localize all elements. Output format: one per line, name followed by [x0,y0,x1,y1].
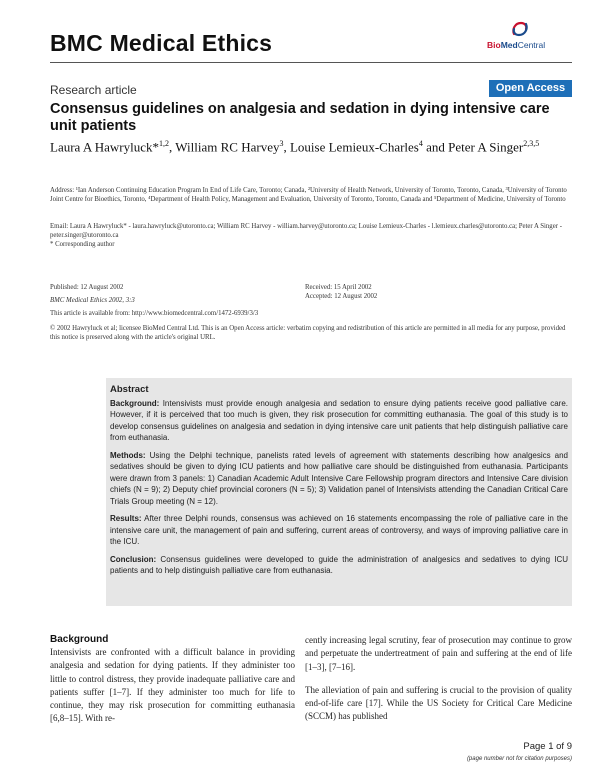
abstract-heading: Abstract [110,384,149,395]
author-name[interactable]: , Louise Lemieux-Charles [283,139,419,155]
abstract-background: Background: Intensivists must provide enough analgesia and sedation to ensure dying patients receive good palliative care. However, if it is perceived that too much is given, they risk prosecution for committing euthanasia. The goal of this study is to develop consensus guidelines on analgesia and sedation in dying intensive care unit patients that help distinguish palliative care from euthanasia. [110,398,568,442]
page-number: Page 1 of 9 [523,741,572,752]
open-access-badge: Open Access [489,80,572,97]
article-url[interactable]: This article is available from: http://www.biomedcentral.com/1472-6939/3/3 [50,310,259,317]
header-divider [50,62,572,63]
abstract-results: Results: After three Delphi rounds, consensus was achieved on 16 statements encompassing the role of palliative care in the intensive care unit, the management of pain and suffering, current areas of controversy, and ways of improving palliative care in the ICU. [110,514,568,546]
abstract-conclusion: Conclusion: Consensus guidelines were developed to guide the administration of analgesics and sedatives to dying ICU patients and to help distinguish palliative care from euthanasia. [110,554,568,575]
biomed-swirl-icon [510,20,530,38]
corresponding-author-note: * Corresponding author [50,241,115,248]
logo-wordmark: BioMedCentral [487,40,546,50]
abstract-box [106,378,572,606]
body-column-right [305,634,572,734]
author-emails[interactable]: Email: Laura A Hawryluck* - laura.hawryluck@utoronto.ca; William RC Harvey - william.harvey@utoronto.ca; Louise Lemieux-Charles - l.lemieux.charles@utoronto.ca; Peter A Singer - peter.singer@utoronto.ca [50,223,562,239]
page-number-note: (page number not for citation purposes) [466,756,572,762]
author-list: Laura A Hawryluck*$^{1,2}$, William RC Harvey$^3$, Louise Lemieux-Charles$^4$ and Peter A Singer$^{2,3,5}$ [50,139,540,155]
author-name[interactable]: , William RC Harvey [169,139,280,155]
biomed-central-logo [487,20,557,54]
article-type: Research article [50,83,137,97]
body-paragraph: The alleviation of pain and suffering is crucial to the provision of quality end-of-life care [17]. While the US Society for Critical Care Medicine (SCCM) has published [305,684,572,722]
abstract-methods: Methods: Using the Delphi technique, panelists rated levels of agreement with statements describing how analgesics and sedatives should be given to dying ICU patients and how palliative care should be distinguished from euthanasia. Participants were drawn from 3 panels: 1) Canadian Academic Adult Intensive Care Fellowship program directors and Intensive Care division chiefs (N = 9); 2) Deputy chief provincial coroners (N = 5); 3) Validation panel of Intensivists attending the Canadian Critical Care Trials Group meeting (N = 12). [110,450,568,506]
citation: BMC Medical Ethics 2002, 3:3 [50,297,135,304]
body-column-left: Intensivists are confronted with a difficult balance in providing analgesia and sedation for dying patients. If they administer too little to control distress, they provide inadequate palliative care and patients suffer [1–7]. If they administer too much for life to continue, they may risk prosecution for committing euthanasia [6,8–15]. With re- [50,647,295,724]
author-name[interactable]: and Peter A Singer [422,139,524,155]
received-date: Received: 15 April 2002 [305,284,372,291]
article-title: Consensus guidelines on analgesia and sedation in dying intensive care unit patients [50,101,550,134]
copyright-notice: © 2002 Hawryluck et al; licensee BioMed Central Ltd. This is an Open Access article: verbatim copying and redistribution of this article are permitted in all media for any purpose, provided this notice is preserved along with the article's original URL. [50,325,566,341]
journal-title: BMC Medical Ethics [50,30,273,56]
background-heading: Background [50,634,109,645]
published-date: Published: 12 August 2002 [50,284,124,291]
author-name[interactable]: Laura A Hawryluck* [50,139,160,155]
accepted-date: Accepted: 12 August 2002 [305,293,378,300]
body-paragraph: cently increasing legal scrutiny, fear of prosecution may continue to grow and perpetuate the undertreatment of pain and suffering at the end of life [1–3], [7–16]. [305,635,572,672]
author-addresses: Address: ¹Ian Anderson Continuing Education Program In End of Life Care, Toronto; Canada, ²University of Health Network, University of Toronto, Toronto, Canada, ³University of Toronto Joint Centre for Bioethics, Toronto, ⁴Department of Health Policy, Management and Evaluation, University of Toronto, Toronto, Canada and ⁵Department of Medicine, University of Toronto [50,187,567,203]
